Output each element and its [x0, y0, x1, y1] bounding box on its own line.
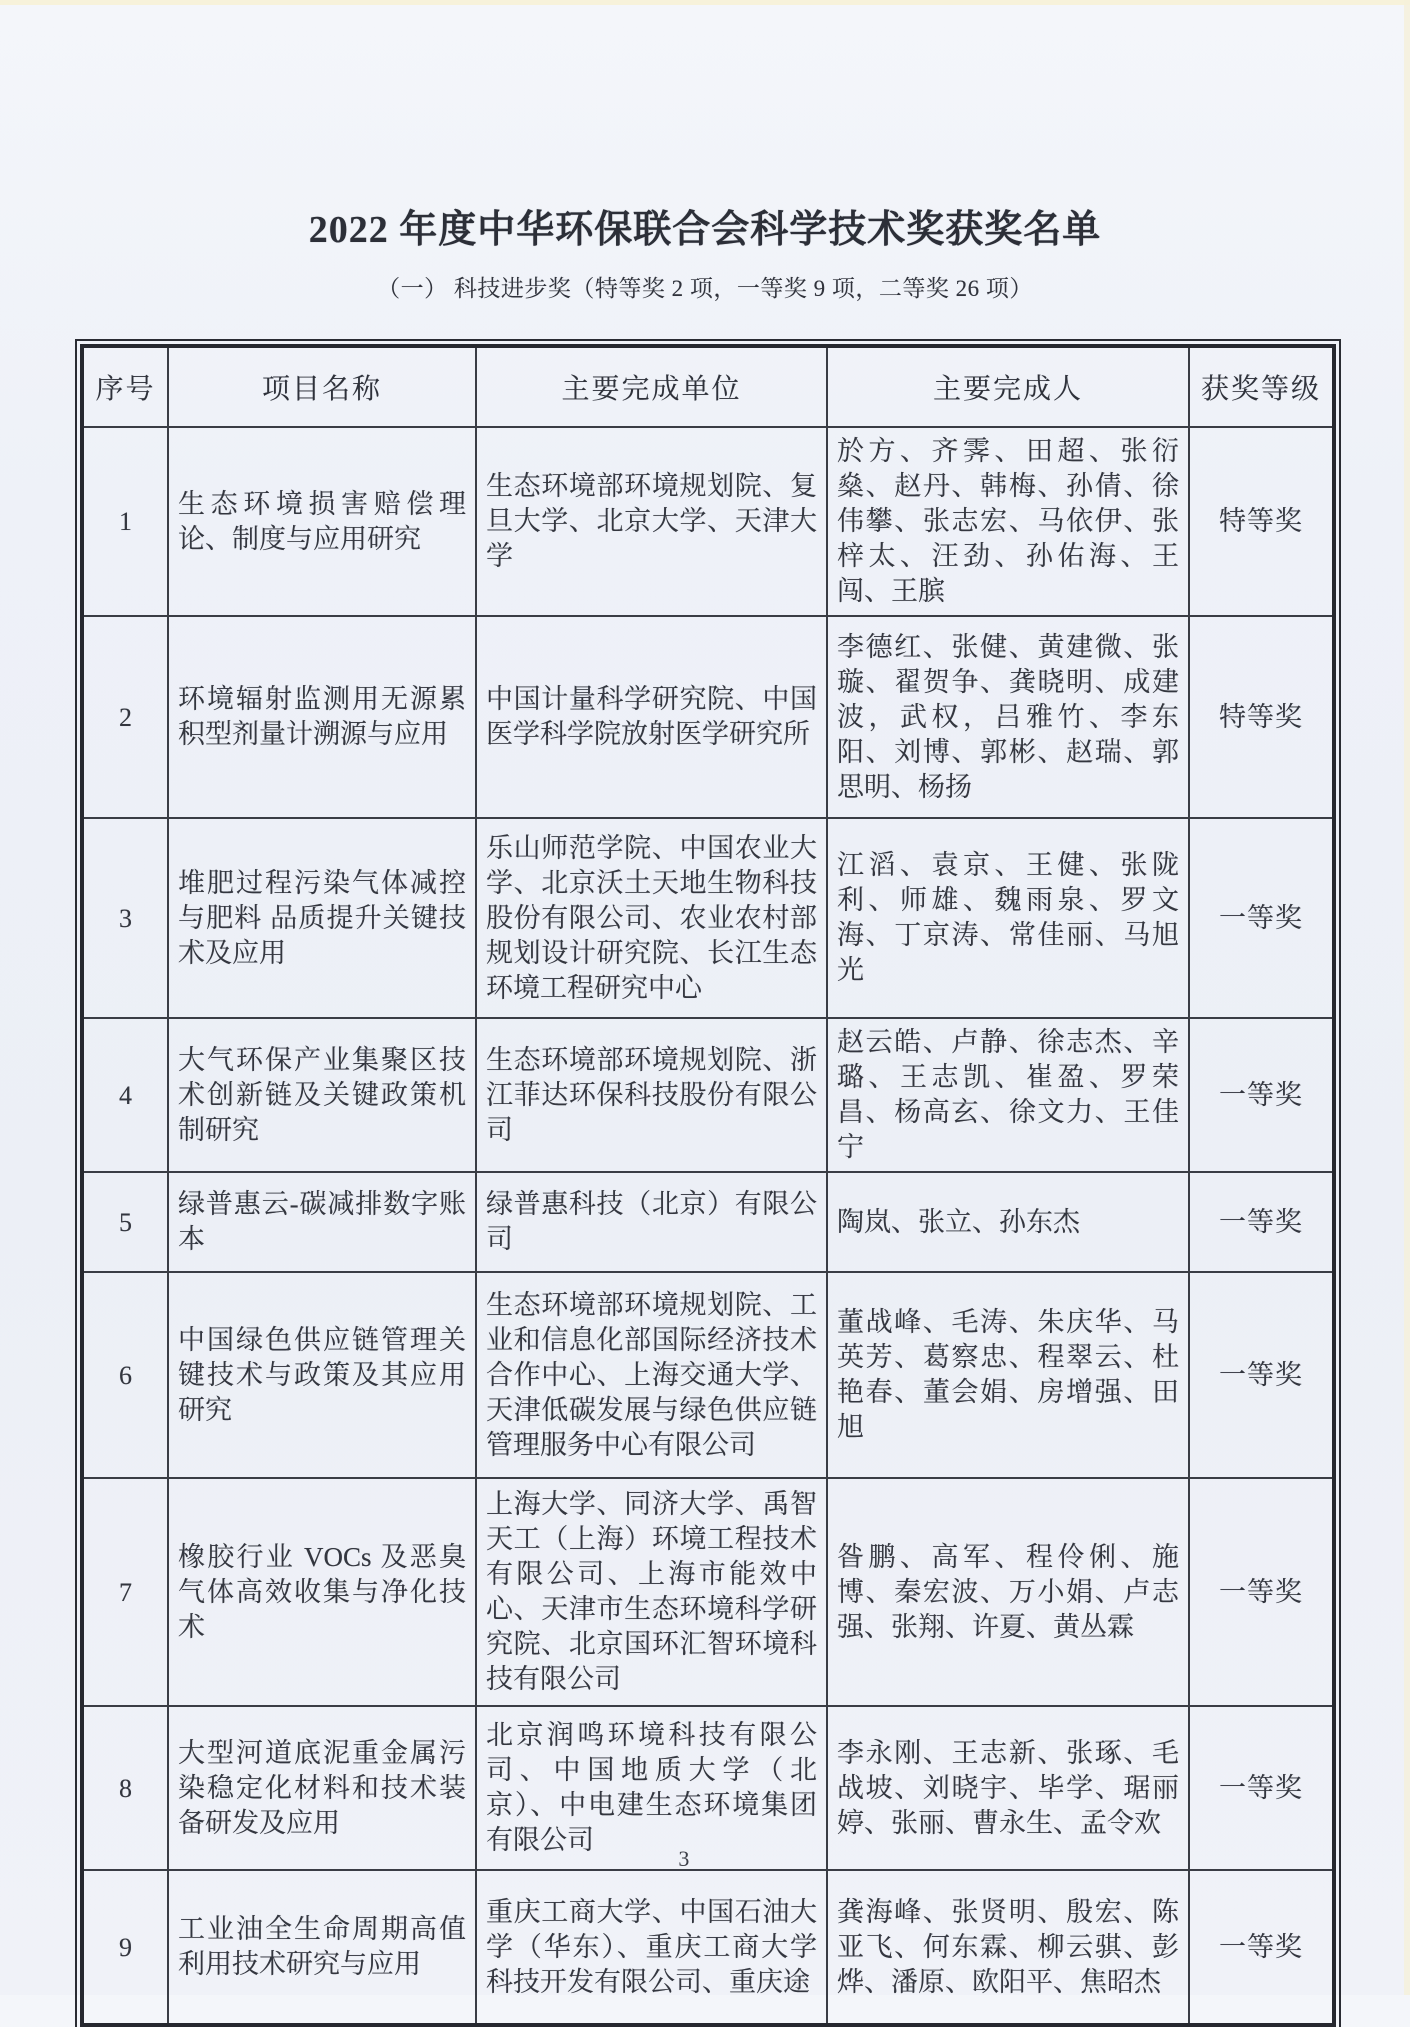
cell-completing-units: 生态环境部环境规划院、浙江菲达环保科技股份有限公司 — [476, 1018, 827, 1172]
cell-serial-number: 8 — [82, 1706, 168, 1870]
awards-table-body — [82, 427, 1334, 2025]
cell-serial-number: 9 — [82, 1870, 168, 2025]
table-row — [82, 1870, 1334, 2025]
header-project-name: 项目名称 — [168, 346, 476, 427]
cell-project-name: 大气环保产业集聚区技术创新链及关键政策机制研究 — [168, 1018, 476, 1172]
cell-award-level: 一等奖 — [1189, 1706, 1334, 1870]
cell-completers: 於方、齐霁、田超、张衍燊、赵丹、韩梅、孙倩、徐伟攀、张志宏、马依伊、张梓太、汪劲、孙佑海、王闯、王膑 — [827, 427, 1189, 616]
table-row — [82, 427, 1334, 616]
awards-table — [80, 344, 1336, 2027]
section-subtitle: （一） 科技进步奖（特等奖 2 项，一等奖 9 项，二等奖 26 项） — [377, 276, 1033, 301]
cell-completers: 陶岚、张立、孙东杰 — [827, 1172, 1189, 1272]
table-row — [82, 818, 1334, 1018]
cell-serial-number: 4 — [82, 1018, 168, 1172]
cell-completing-units: 生态环境部环境规划院、工业和信息化部国际经济技术合作中心、上海交通大学、天津低碳发展与绿色供应链管理服务中心有限公司 — [476, 1272, 827, 1478]
cell-serial-number: 3 — [82, 818, 168, 1018]
cell-completing-units: 中国计量科学研究院、中国医学科学院放射医学研究所 — [476, 616, 827, 818]
cell-award-level: 特等奖 — [1189, 427, 1334, 616]
cell-completers: 董战峰、毛涛、朱庆华、马英芳、葛察忠、程翠云、杜艳春、董会娟、房增强、田旭 — [827, 1272, 1189, 1478]
cell-award-level: 一等奖 — [1189, 1870, 1334, 2025]
cell-completers: 李德红、张健、黄建微、张璇、翟贺争、龚晓明、成建波，武权，吕雅竹、李东阳、刘博、郭彬、赵瑞、郭思明、杨扬 — [827, 616, 1189, 818]
cell-completers: 赵云皓、卢静、徐志杰、辛璐、王志凯、崔盈、罗荣昌、杨高玄、徐文力、王佳宁 — [827, 1018, 1189, 1172]
cell-award-level: 一等奖 — [1189, 1018, 1334, 1172]
cell-serial-number: 5 — [82, 1172, 168, 1272]
page-title: 2022 年度中华环保联合会科学技术奖获奖名单 — [308, 209, 1102, 251]
cell-project-name: 环境辐射监测用无源累积型剂量计溯源与应用 — [168, 616, 476, 818]
cell-award-level: 一等奖 — [1189, 1272, 1334, 1478]
table-header-row — [82, 346, 1334, 427]
page-number: 3 — [678, 1846, 690, 1871]
cell-completers: 李永刚、王志新、张琢、毛战坡、刘晓宇、毕学、琚丽婷、张丽、曹永生、孟令欢 — [827, 1706, 1189, 1870]
cell-completing-units: 生态环境部环境规划院、复旦大学、北京大学、天津大学 — [476, 427, 827, 616]
cell-completers: 江滔、袁京、王健、张陇利、师雄、魏雨泉、罗文海、丁京涛、常佳丽、马旭光 — [827, 818, 1189, 1018]
header-completers: 主要完成人 — [827, 346, 1189, 427]
cell-completers: 龚海峰、张贤明、殷宏、陈亚飞、何东霖、柳云骐、彭烨、潘原、欧阳平、焦昭杰 — [827, 1870, 1189, 2025]
cell-project-name: 堆肥过程污染气体减控与肥料 品质提升关键技术及应用 — [168, 818, 476, 1018]
header-award-level: 获奖等级 — [1189, 346, 1334, 427]
cell-project-name: 绿普惠云-碳减排数字账本 — [168, 1172, 476, 1272]
cell-completing-units: 绿普惠科技（北京）有限公司 — [476, 1172, 827, 1272]
cell-award-level: 一等奖 — [1189, 818, 1334, 1018]
table-row — [82, 1272, 1334, 1478]
header-serial-number: 序号 — [82, 346, 168, 427]
table-row — [82, 1478, 1334, 1706]
cell-completing-units: 重庆工商大学、中国石油大学（华东）、重庆工商大学科技开发有限公司、重庆途 — [476, 1870, 827, 2025]
table-row — [82, 616, 1334, 818]
cell-project-name: 大型河道底泥重金属污染稳定化材料和技术装备研发及应用 — [168, 1706, 476, 1870]
cell-serial-number: 6 — [82, 1272, 168, 1478]
cell-serial-number: 7 — [82, 1478, 168, 1706]
cell-project-name: 生态环境损害赔偿理论、制度与应用研究 — [168, 427, 476, 616]
table-row — [82, 1018, 1334, 1172]
scan-edge-top — [0, 0, 1410, 5]
cell-project-name: 橡胶行业 VOCs 及恶臭气体高效收集与净化技术 — [168, 1478, 476, 1706]
cell-project-name: 工业油全生命周期高值利用技术研究与应用 — [168, 1870, 476, 2025]
cell-completing-units: 北京润鸣环境科技有限公司、中国地质大学（北京）、中电建生态环境集团有限公司 — [476, 1706, 827, 1870]
table-row — [82, 1172, 1334, 1272]
cell-completers: 昝鹏、高军、程伶俐、施博、秦宏波、万小娟、卢志强、张翔、许夏、黄丛霖 — [827, 1478, 1189, 1706]
cell-completing-units: 上海大学、同济大学、禹智天工（上海）环境工程技术有限公司、上海市能效中心、天津市生态环境科学研究院、北京国环汇智环境科技有限公司 — [476, 1478, 827, 1706]
cell-completing-units: 乐山师范学院、中国农业大学、北京沃土天地生物科技股份有限公司、农业农村部规划设计研究院、长江生态环境工程研究中心 — [476, 818, 827, 1018]
cell-project-name: 中国绿色供应链管理关键技术与政策及其应用研究 — [168, 1272, 476, 1478]
cell-award-level: 一等奖 — [1189, 1478, 1334, 1706]
cell-award-level: 一等奖 — [1189, 1172, 1334, 1272]
cell-serial-number: 2 — [82, 616, 168, 818]
cell-serial-number: 1 — [82, 427, 168, 616]
header-completing-units: 主要完成单位 — [476, 346, 827, 427]
cell-award-level: 特等奖 — [1189, 616, 1334, 818]
